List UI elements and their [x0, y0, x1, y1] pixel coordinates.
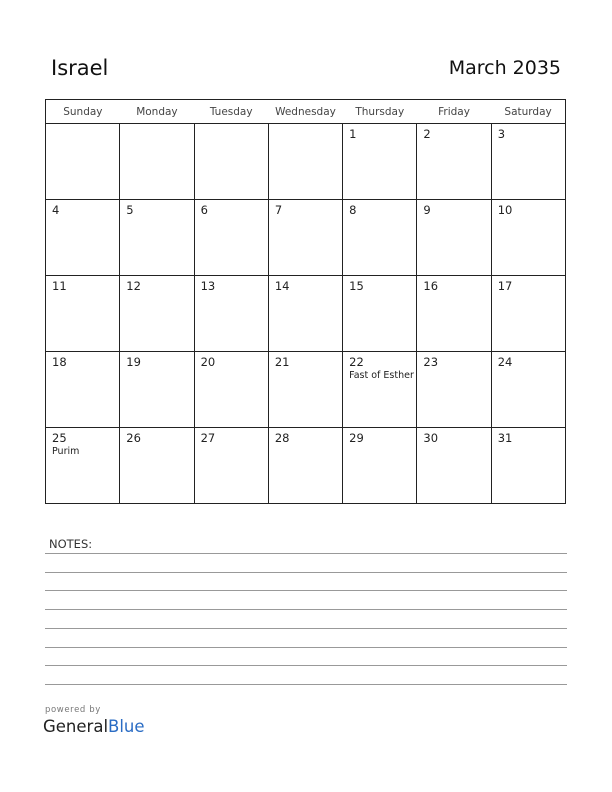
- note-line: [45, 572, 567, 573]
- day-cell: [417, 124, 491, 200]
- day-cell: [417, 428, 491, 504]
- day-cell: [46, 428, 120, 504]
- day-cell: [268, 276, 342, 352]
- day-cell: [268, 200, 342, 276]
- day-cell: [343, 200, 417, 276]
- weekday-saturday: Saturday: [491, 100, 565, 124]
- day-cell: [343, 276, 417, 352]
- day-cell: [343, 428, 417, 504]
- day-number: 17: [497, 279, 513, 293]
- note-line: [45, 628, 567, 629]
- day-number: 23: [423, 355, 439, 369]
- day-number: 20: [200, 355, 216, 369]
- day-cell: [120, 200, 194, 276]
- day-cell: [343, 352, 417, 428]
- day-cell: [120, 124, 194, 200]
- week-row: [46, 352, 566, 428]
- day-cell: [417, 200, 491, 276]
- day-number: 10: [497, 203, 513, 217]
- weekday-friday: Friday: [417, 100, 491, 124]
- day-cell: [194, 276, 268, 352]
- day-number: 6: [200, 203, 208, 217]
- day-number: 11: [52, 279, 67, 293]
- day-number: 13: [200, 279, 216, 293]
- day-number: 24: [497, 355, 513, 369]
- holiday-label: Purim: [52, 446, 80, 457]
- month-year-title: March 2035: [448, 57, 561, 79]
- day-cell: [491, 276, 565, 352]
- week-row: [46, 428, 566, 504]
- day-number: 3: [497, 127, 506, 141]
- day-cell: [194, 352, 268, 428]
- note-line: [45, 590, 567, 591]
- weekday-monday: Monday: [120, 100, 194, 124]
- day-number: 15: [349, 279, 364, 293]
- day-cell: [120, 428, 194, 504]
- day-cell: [343, 124, 417, 200]
- notes-label: NOTES:: [49, 537, 93, 551]
- day-cell: [46, 200, 120, 276]
- weekday-thursday: Thursday: [343, 100, 417, 124]
- day-cell: [46, 352, 120, 428]
- day-cell: [417, 352, 491, 428]
- day-cell: [268, 124, 342, 200]
- day-number: 29: [349, 431, 364, 445]
- weekday-wednesday: Wednesday: [268, 100, 342, 124]
- day-cell: [417, 276, 491, 352]
- day-number: 30: [423, 431, 439, 445]
- weekday-header-row: [46, 100, 566, 124]
- day-number: 5: [126, 203, 134, 217]
- day-number: 26: [126, 431, 141, 445]
- day-cell: [491, 124, 565, 200]
- holiday-label: Fast of Esther: [349, 370, 414, 381]
- weekday-sunday: Sunday: [46, 100, 120, 124]
- day-cell: [268, 352, 342, 428]
- day-number: 14: [274, 279, 290, 293]
- powered-by-text: powered by: [45, 705, 101, 715]
- week-row: [46, 200, 566, 276]
- day-number: 27: [200, 431, 216, 445]
- day-number: 1: [349, 127, 357, 141]
- day-number: 7: [274, 203, 283, 217]
- note-line: [45, 553, 567, 554]
- note-line: [45, 609, 567, 610]
- day-cell: [491, 352, 565, 428]
- day-cell: [194, 200, 268, 276]
- day-cell: [46, 124, 120, 200]
- day-number: 22: [349, 355, 364, 369]
- day-number: 31: [497, 431, 513, 445]
- day-cell: [491, 200, 565, 276]
- day-cell: [491, 428, 565, 504]
- day-number: 9: [423, 203, 431, 217]
- day-number: 21: [274, 355, 290, 369]
- day-number: 2: [423, 127, 431, 141]
- day-number: 28: [274, 431, 290, 445]
- week-row: [46, 276, 566, 352]
- generalblue-logo: [43, 717, 145, 736]
- note-line: [45, 665, 567, 666]
- country-title: Israel: [51, 56, 109, 80]
- brand-blue: Blue: [108, 717, 145, 736]
- note-line: [45, 684, 567, 685]
- day-number: 16: [423, 279, 439, 293]
- day-number: 4: [52, 203, 60, 217]
- day-number: 8: [349, 203, 357, 217]
- day-cell: [194, 428, 268, 504]
- day-cell: [194, 124, 268, 200]
- note-line: [45, 647, 567, 648]
- day-cell: [268, 428, 342, 504]
- day-number: 25: [52, 431, 67, 445]
- day-cell: [46, 276, 120, 352]
- day-cell: [120, 276, 194, 352]
- day-number: 18: [52, 355, 67, 369]
- day-cell: [120, 352, 194, 428]
- day-number: 12: [126, 279, 141, 293]
- day-number: 19: [126, 355, 141, 369]
- week-row: [46, 124, 566, 200]
- weekday-tuesday: Tuesday: [194, 100, 268, 124]
- calendar-grid: [45, 99, 566, 504]
- brand-general: General: [43, 717, 109, 736]
